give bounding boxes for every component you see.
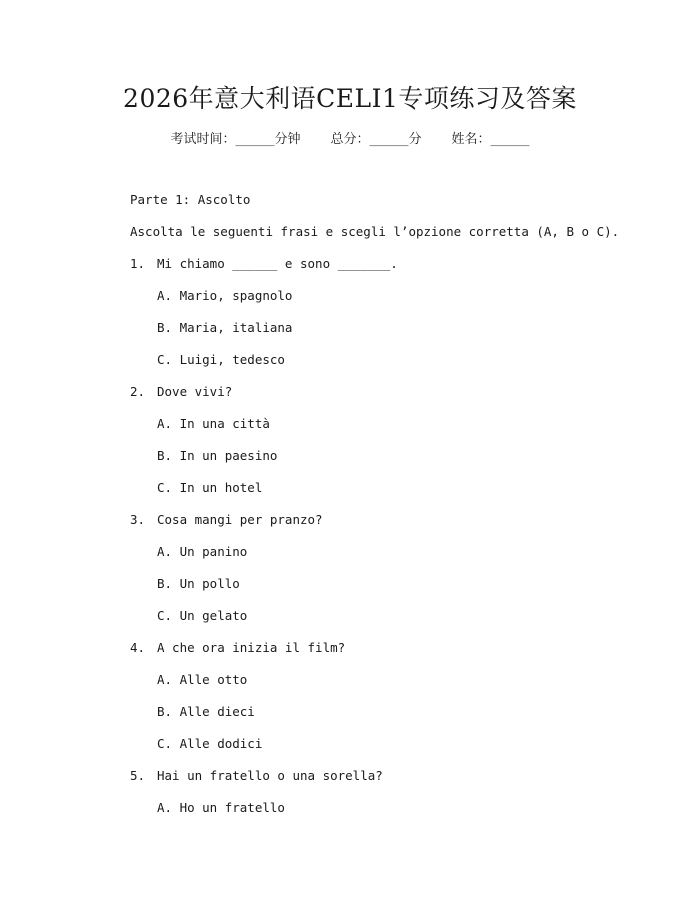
answer-option: C. In un hotel: [157, 480, 263, 495]
exam-info-line: [0, 130, 700, 150]
student-name-field: 姓名：______: [451, 132, 530, 147]
answer-option: B. Un pollo: [157, 576, 240, 591]
answer-option: A. Mario, spagnolo: [157, 288, 293, 303]
question-number: 4.: [130, 640, 146, 655]
answer-option: C. Alle dodici: [157, 736, 263, 751]
section-heading: Parte 1: Ascolto: [130, 192, 251, 207]
question-number: 3.: [130, 512, 146, 527]
question-5: [130, 766, 670, 798]
question-3: [130, 510, 670, 542]
question-1: [130, 254, 670, 286]
question-4: [130, 638, 670, 670]
answer-option: A. Un panino: [157, 544, 248, 559]
question-text: Mi chiamo ______ e sono _______.: [157, 256, 398, 271]
answer-option: B. In un paesino: [157, 448, 278, 463]
exercise-content: [130, 190, 670, 830]
answer-option: B. Maria, italiana: [157, 320, 293, 335]
question-number: 1.: [130, 256, 146, 271]
answer-option: B. Alle dieci: [157, 704, 255, 719]
exam-time-field: 考试时间：______分钟: [170, 132, 301, 147]
section-instruction: Ascolta le seguenti frasi e scegli l’opzione corretta (A, B o C).: [130, 224, 620, 239]
total-score-field: 总分：______分: [330, 132, 422, 147]
question-2: [130, 382, 670, 414]
answer-option: A. In una città: [157, 416, 270, 431]
question-number: 5.: [130, 768, 146, 783]
document-title: 2026年意大利语CELI1专项练习及答案: [123, 84, 577, 113]
answer-option: C. Luigi, tedesco: [157, 352, 285, 367]
question-text: Dove vivi?: [157, 384, 233, 399]
answer-option: C. Un gelato: [157, 608, 248, 623]
answer-option: A. Alle otto: [157, 672, 248, 687]
question-text: Cosa mangi per pranzo?: [157, 512, 323, 527]
question-text: Hai un fratello o una sorella?: [157, 768, 383, 783]
question-number: 2.: [130, 384, 146, 399]
question-text: A che ora inizia il film?: [157, 640, 346, 655]
answer-option: A. Ho un fratello: [157, 800, 285, 815]
